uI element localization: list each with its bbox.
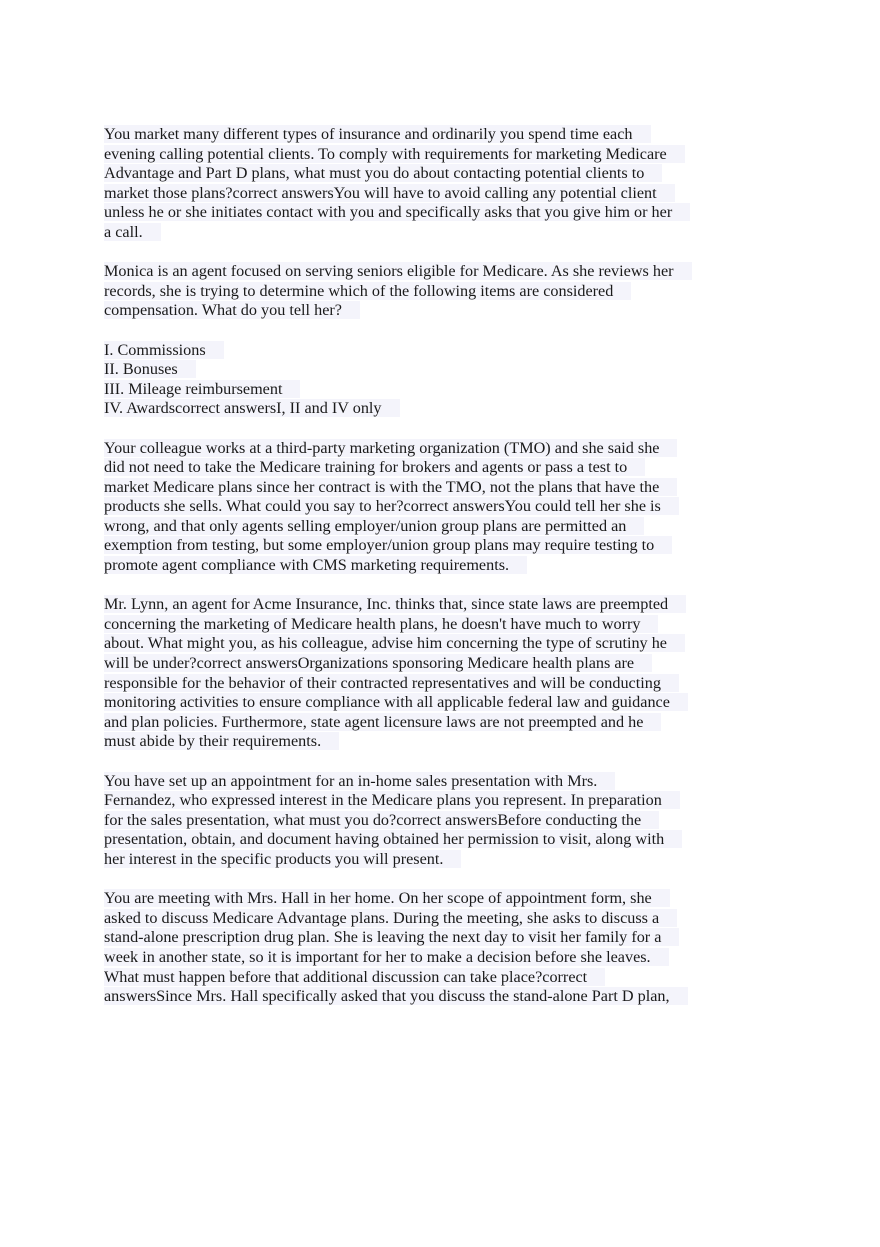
- text-line: responsible for the behavior of their contracted representatives and will be conducting: [104, 674, 804, 694]
- text-line: Fernandez, who expressed interest in the Medicare plans you represent. In preparation: [104, 791, 804, 811]
- text-line: presentation, obtain, and document having obtained her permission to visit, along with: [104, 830, 804, 850]
- paragraph-compensation-list: [104, 341, 804, 419]
- text-line: Advantage and Part D plans, what must you do about contacting potential clients to: [104, 164, 804, 184]
- text-line: evening calling potential clients. To comply with requirements for marketing Medicare: [104, 145, 804, 165]
- text-line: monitoring activities to ensure compliance with all applicable federal law and guidance: [104, 693, 804, 713]
- list-item: III. Mileage reimbursement: [104, 380, 804, 400]
- text-line: Mr. Lynn, an agent for Acme Insurance, Inc. thinks that, since state laws are preempted: [104, 595, 804, 615]
- text-line: You market many different types of insurance and ordinarily you spend time each: [104, 125, 804, 145]
- text-line: her interest in the specific products you will present.: [104, 850, 804, 870]
- paragraph-state-laws: [104, 595, 804, 752]
- text-line: Your colleague works at a third-party marketing organization (TMO) and she said she: [104, 439, 804, 459]
- paragraph-in-home-presentation: [104, 772, 804, 870]
- text-line: stand-alone prescription drug plan. She is leaving the next day to visit her family for a: [104, 928, 804, 948]
- text-line: records, she is trying to determine which of the following items are considered: [104, 282, 804, 302]
- text-line: You are meeting with Mrs. Hall in her home. On her scope of appointment form, she: [104, 889, 804, 909]
- paragraph-scope-of-appointment: [104, 889, 804, 1007]
- text-line: market those plans?correct answersYou will have to avoid calling any potential client: [104, 184, 804, 204]
- list-item: IV. Awardscorrect answersI, II and IV only: [104, 399, 804, 419]
- text-line: answersSince Mrs. Hall specifically asked that you discuss the stand-alone Part D plan,: [104, 987, 804, 1007]
- list-item: I. Commissions: [104, 341, 804, 361]
- paragraph-tmo-training: [104, 439, 804, 576]
- text-line: What must happen before that additional discussion can take place?correct: [104, 968, 804, 988]
- text-line: wrong, and that only agents selling employer/union group plans are permitted an: [104, 517, 804, 537]
- text-line: compensation. What do you tell her?: [104, 301, 804, 321]
- paragraph-marketing-calls: [104, 125, 804, 243]
- document-body: [104, 125, 804, 1026]
- text-line: products she sells. What could you say to her?correct answersYou could tell her she is: [104, 497, 804, 517]
- text-line: about. What might you, as his colleague, advise him concerning the type of scrutiny he: [104, 634, 804, 654]
- text-line: must abide by their requirements.: [104, 732, 804, 752]
- text-line: and plan policies. Furthermore, state agent licensure laws are not preempted and he: [104, 713, 804, 733]
- text-line: promote agent compliance with CMS marketing requirements.: [104, 556, 804, 576]
- text-line: Monica is an agent focused on serving seniors eligible for Medicare. As she reviews her: [104, 262, 804, 282]
- text-line: You have set up an appointment for an in-home sales presentation with Mrs.: [104, 772, 804, 792]
- paragraph-compensation-question: [104, 262, 804, 321]
- text-line: asked to discuss Medicare Advantage plans. During the meeting, she asks to discuss a: [104, 909, 804, 929]
- text-line: a call.: [104, 223, 804, 243]
- text-line: did not need to take the Medicare training for brokers and agents or pass a test to: [104, 458, 804, 478]
- text-line: concerning the marketing of Medicare health plans, he doesn't have much to worry: [104, 615, 804, 635]
- text-line: week in another state, so it is important for her to make a decision before she leaves.: [104, 948, 804, 968]
- list-item: II. Bonuses: [104, 360, 804, 380]
- text-line: will be under?correct answersOrganizations sponsoring Medicare health plans are: [104, 654, 804, 674]
- text-line: market Medicare plans since her contract is with the TMO, not the plans that have the: [104, 478, 804, 498]
- text-line: unless he or she initiates contact with you and specifically asks that you give him or her: [104, 203, 804, 223]
- text-line: for the sales presentation, what must you do?correct answersBefore conducting the: [104, 811, 804, 831]
- text-line: exemption from testing, but some employer/union group plans may require testing to: [104, 536, 804, 556]
